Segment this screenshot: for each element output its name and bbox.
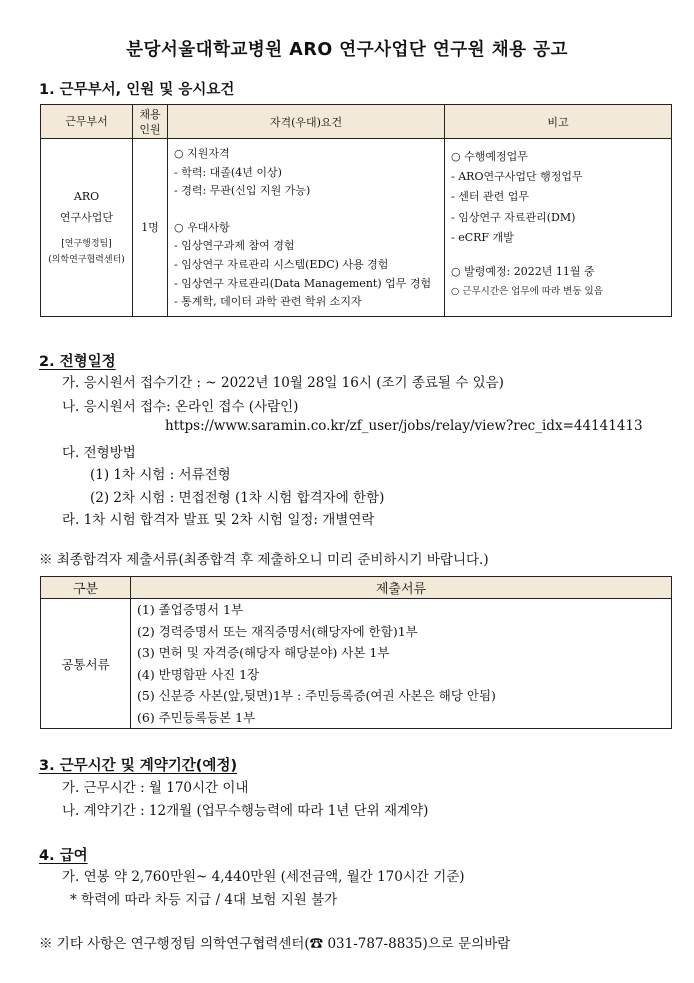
section3-heading-text: 3. 근무시간 및 계약기간(예정): [39, 758, 238, 774]
salary-line: 가. 연봉 약 2,760만원~ 4,440만원 (세전금액, 월간 170시간 기준): [62, 869, 465, 885]
doc-item: (3) 면허 및 자격증(해당자 해당분야) 사본 1부: [137, 645, 390, 660]
note-item: - 센터 관련 업무: [451, 190, 529, 204]
section4-heading-text: 4. 급여: [39, 848, 88, 864]
qual-item: - 임상연구 자료관리 시스템(EDC) 사용 경험: [174, 257, 389, 271]
doc-item: (6) 주민등록등본 1부: [137, 709, 256, 725]
qual-item: - 통계학, 데이터 과학 관련 학위 소지자: [174, 295, 362, 309]
salary-note: * 학력에 따라 차등 지급 / 4대 보험 지원 불가: [70, 892, 338, 908]
header-docs: 제출서류: [131, 577, 672, 599]
work-line: 나. 계약기간 : 12개월 (업무수행능력에 따라 1년 단위 재계약): [62, 803, 429, 819]
qual-item: - 임상연구 자료관리(Data Management) 업무 경험: [174, 276, 432, 290]
qual-item: ○ 우대사항: [174, 220, 230, 234]
qual-cell: [168, 139, 445, 317]
note-item: ○ 수행예정업무: [451, 150, 528, 163]
qual-item: ○ 지원자격: [174, 147, 230, 160]
footer-contact: ※ 기타 사항은 연구행정팀 의학연구협력센터(☎ 031-787-8835)으로 문의바람: [39, 936, 511, 952]
note-item: ○ 근무시간은 업무에 따라 변동 있음: [451, 286, 603, 298]
requirements-row: [41, 139, 672, 317]
docs-row: [41, 599, 672, 729]
docs-table: [40, 576, 672, 729]
schedule-line: 가. 응시원서 접수기간 : ~ 2022년 10월 28일 16시 (조기 종료될 수 있음): [62, 375, 504, 391]
note-item: - eCRF 개발: [451, 230, 514, 244]
dept-line2: 연구사업단: [59, 211, 114, 225]
note-item: - 임상연구 자료관리(DM): [451, 210, 576, 224]
header-count-line1: 채용: [139, 107, 161, 121]
section1-heading: 1. 근무부서, 인원 및 응시요건: [39, 82, 235, 98]
note-item: - ARO연구사업단 행정업무: [451, 170, 583, 184]
dept-line4: (의학연구협력센터): [48, 255, 125, 266]
doc-item: (4) 반명함판 사진 1장: [137, 666, 260, 682]
docs-notice: ※ 최종합격자 제출서류(최종합격 후 제출하오니 미리 준비하시기 바랍니다.): [39, 552, 489, 568]
schedule-line: (1) 1차 시험 : 서류전형: [90, 467, 231, 483]
section4-heading: [39, 844, 88, 865]
section2-heading: [39, 350, 116, 371]
section2-heading-text: 2. 전형일정: [39, 354, 116, 370]
work-line: 가. 근무시간 : 월 170시간 이내: [62, 780, 249, 796]
header-count: [133, 105, 168, 139]
doc-item: (2) 경력증명서 또는 재직증명서(해당자에 한함)1부: [137, 623, 418, 639]
schedule-line: 라. 1차 시험 합격자 발표 및 2차 시험 일정: 개별연락: [62, 512, 375, 528]
dept-cell: [41, 139, 133, 317]
qual-item: - 경력: 무관(신입 지원 가능): [174, 184, 311, 198]
header-kind: 구분: [41, 577, 131, 599]
note-cell: [445, 139, 672, 317]
application-link[interactable]: https://www.saramin.co.kr/zf_user/jobs/relay/view?rec_idx=44141413: [165, 418, 643, 434]
header-qual: 자격(우대)요건: [168, 105, 445, 139]
qual-item: - 학력: 대졸(4년 이상): [174, 165, 282, 179]
docs-header-row: [41, 577, 672, 599]
section3-heading: [39, 754, 237, 775]
doc-item: (5) 신분증 사본(앞,뒷면)1부 : 주민등록증(여권 사본은 해당 안됨): [137, 688, 496, 703]
schedule-line: 다. 전형방법: [62, 445, 136, 461]
schedule-line: 나. 응시원서 접수: 온라인 접수 (사람인): [62, 399, 299, 415]
page-title: 분당서울대학교병원 ARO 연구사업단 연구원 채용 공고: [126, 40, 568, 60]
dept-line1: ARO: [73, 190, 100, 204]
docs-cell: [131, 599, 672, 729]
header-count-line2: 인원: [139, 122, 161, 136]
qual-item: - 임상연구과제 참여 경험: [174, 239, 295, 253]
header-note: 비고: [445, 105, 672, 139]
header-dept: 근무부서: [41, 105, 133, 139]
requirements-header-row: [41, 105, 672, 139]
dept-line3: [연구행정팀]: [61, 239, 112, 250]
kind-cell: 공통서류: [41, 599, 131, 729]
note-item: ○ 발령예정: 2022년 11월 중: [451, 265, 595, 279]
count-cell: 1명: [133, 139, 168, 317]
schedule-line: (2) 2차 시험 : 면접전형 (1차 시험 합격자에 한함): [90, 490, 385, 506]
requirements-table: [40, 104, 672, 317]
doc-item: (1) 졸업증명서 1부: [137, 602, 244, 617]
